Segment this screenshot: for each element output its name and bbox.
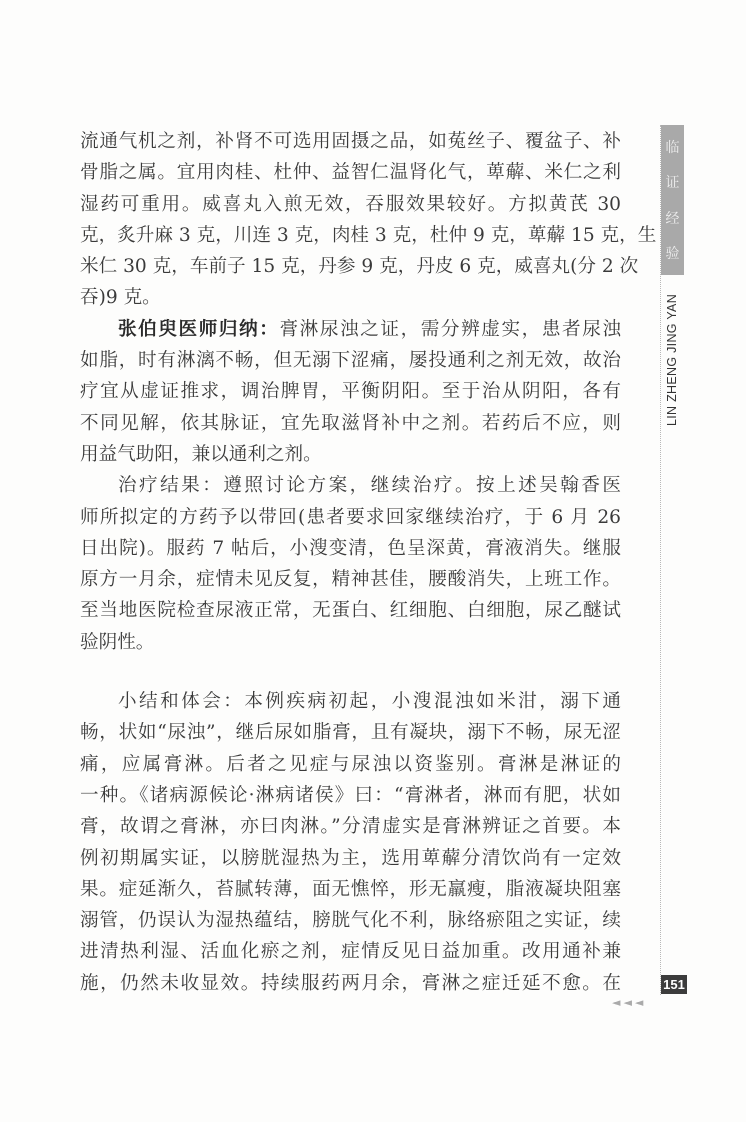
text-line: 用益气助阳，兼以通利之剂。 [80,443,322,465]
paragraph-summary-zhang [80,314,621,470]
text-line: 克，炙升麻 3 克，川连 3 克，肉桂 3 克，杜仲 9 克，萆薢 15 克，生 [80,224,657,246]
text-line: 米仁 30 克，车前子 15 克，丹参 9 克，丹皮 6 克，威喜丸(分 2 次 [80,256,639,278]
text-line: 痛，应属膏淋。后者之见症与尿浊以资鉴别。膏淋是淋证的 [80,753,621,775]
page-number: 151 [661,975,687,994]
text-line: 日出院)。服药 7 帖后，小溲变清，色呈深黄，膏液消失。继服 [80,537,621,559]
text-line: 至当地医院检查尿液正常，无蛋白、红细胞、白细胞，尿乙醚试 [80,600,621,622]
paragraph-conclusion [80,686,621,999]
text-line: 不同见解，依其脉证，宜先取滋肾补中之剂。若药后不应，则 [80,412,621,434]
text-line: 一种。《诸病源候论·淋病诸侯》曰：“膏淋者，淋而有肥，状如 [80,784,621,806]
text-line: 湿药可重用。威喜丸入煎无效，吞服效果较好。方拟黄芪 30 [80,193,621,215]
text-line: 溺管，仍误认为湿热蕴结，膀胱气化不利，脉络瘀阻之实证，续 [80,910,621,932]
paragraph-treatment-result [80,470,621,658]
text-line: 吞)9 克。 [80,287,161,309]
text-line: 施，仍然未收显效。持续服药两月余，膏淋之症迁延不愈。在 [80,972,621,994]
side-tab-char: 证 [665,175,680,192]
text-line: 如脂，时有淋漓不畅，但无溺下涩痛，屡投通利之剂无效，故治 [80,350,621,372]
text-line: 验阴性。 [80,631,155,653]
paragraph-prescription [80,126,657,314]
text-line: 师所拟定的方药予以带回(患者要求回家继续治疗，于 6 月 26 [80,506,621,528]
paragraph-gap [80,658,621,686]
text-line: 疗宜从虚证推求，调治脾胃，平衡阴阳。至于治从阴阳，各有 [80,381,621,403]
triangle-arrows-icon: ◄◄◄ [612,996,647,1009]
chapter-side-title-english: LIN ZHENG JING YAN [665,293,679,427]
paragraph-label: 张伯臾医师归纳： [118,318,280,340]
text-line: 果。症延渐久，苔腻转薄，面无憔悴，形无羸瘦，脂液凝块阻塞 [80,878,621,900]
text-line: 进清热利湿、活血化瘀之剂，症情反见日益加重。改用通补兼 [80,941,621,963]
text-line-content: 膏淋尿浊之证，需分辨虚实，患者尿浊 [279,318,621,340]
text-line: 治疗结果：遵照讨论方案，继续治疗。按上述吴翰香医 [118,475,621,497]
text-line: 小结和体会：本例疾病初起，小溲混浊如米泔，溺下通 [118,691,621,713]
text-line [80,314,621,345]
text-line: 畅，状如“尿浊”，继后尿如脂膏，且有凝块，溺下不畅，尿无涩 [80,722,621,744]
side-tab-char: 验 [665,246,680,263]
text-line: 骨脂之属。宜用肉桂、杜仲、益智仁温肾化气，萆薢、米仁之利 [80,162,621,184]
body-text [80,126,657,999]
text-line: 膏，故谓之膏淋，亦曰肉淋。”分清虚实是膏淋辨证之首要。本 [80,816,621,838]
side-tab-char: 经 [665,210,680,227]
side-tab-char: 临 [665,139,680,156]
text-line: 例初期属实证，以膀胱湿热为主，选用萆薢分清饮尚有一定效 [80,847,621,869]
chapter-side-tab [661,125,684,275]
text-line: 流通气机之剂，补肾不可选用固摄之品，如菟丝子、覆盆子、补 [80,131,621,152]
text-line: 原方一月余，症情未见反复，精神甚佳，腰酸消失，上班工作。 [80,569,621,591]
